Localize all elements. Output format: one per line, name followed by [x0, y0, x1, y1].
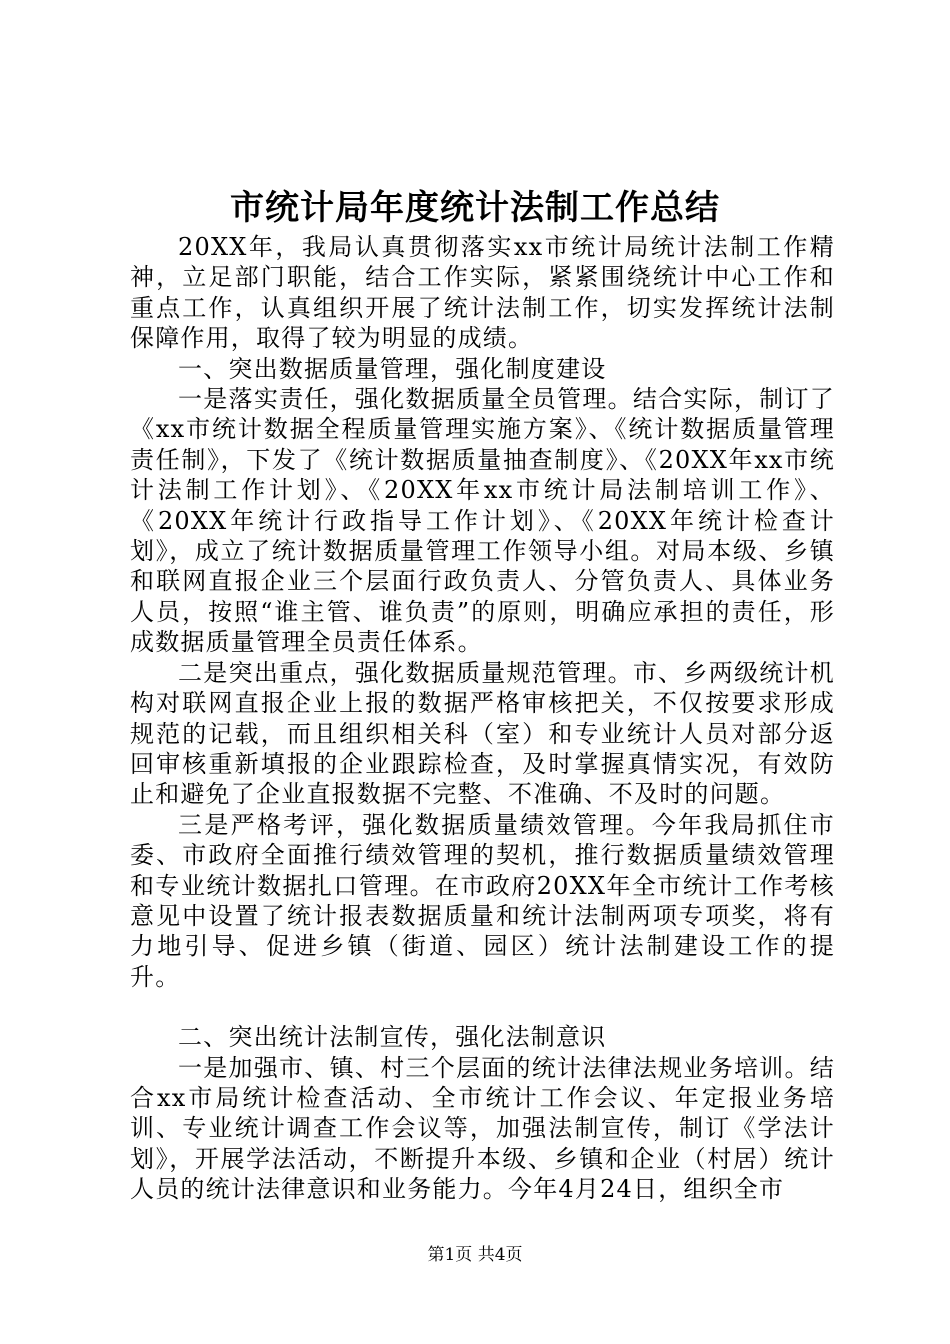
document-title: 市统计局年度统计法制工作总结 [230, 188, 720, 228]
paragraph-1-3: 三是严格考评，强化数据质量绩效管理。今年我局抓住市委、市政府全面推行绩效管理的契机，推行数据质量绩效管理和专业统计数据扎口管理。在市政府20XX年全市统计工作考核意见中设置了统计报表数据质量和统计法制两项专项奖，将有力地引导、促进乡镇（街道、园区）统计法制建设工作的提升。 [130, 810, 835, 991]
intro-paragraph: 20XX年，我局认真贯彻落实xx市统计局统计法制工作精神，立足部门职能，结合工作实际，紧紧围绕统计中心工作和重点工作，认真组织开展了统计法制工作，切实发挥统计法制保障作用，取得了较为明显的成绩。 [130, 233, 835, 353]
paragraph-1-2: 二是突出重点，强化数据质量规范管理。市、乡两级统计机构对联网直报企业上报的数据严格审核把关，不仅按要求形成规范的记载，而且组织相关科（室）和专业统计人员对部分返回审核重新填报的企业跟踪检查，及时掌握真情实况，有效防止和避免了企业直报数据不完整、不准确、不及时的问题。 [130, 658, 835, 809]
section-heading-1: 一、突出数据质量管理，强化制度建设 [178, 354, 607, 383]
paragraph-1-1: 一是落实责任，强化数据质量全员管理。结合实际，制订了《xx市统计数据全程质量管理实施方案》、《统计数据质量管理责任制》，下发了《统计数据质量抽查制度》、《20XX年xx市统计法制工作计划》、《20XX年xx市统计局法制培训工作》、《20XX年统计行政指导工作计划》、《20XX年统计检查计划》，成立了统计数据质量管理工作领导小组。对局本级、乡镇和联网直报企业三个层面行政负责人、分管负责人、具体业务人员，按照“谁主管、谁负责”的原则，明确应承担的责任，形成数据质量管理全员责任体系。 [130, 385, 835, 657]
paragraph-2-1: 一是加强市、镇、村三个层面的统计法律法规业务培训。结合xx市局统计检查活动、全市统计工作会议、年定报业务培训、专业统计调查工作会议等，加强法制宣传，制订《学法计划》，开展学法活动，不断提升本级、乡镇和企业（村居）统计人员的统计法律意识和业务能力。今年4月24日，组织全市 [130, 1053, 835, 1204]
document-body [130, 232, 835, 1205]
page-footer: 第1页 共4页 [427, 1245, 523, 1265]
section-heading-2: 二、突出统计法制宣传，强化法制意识 [178, 1023, 607, 1052]
